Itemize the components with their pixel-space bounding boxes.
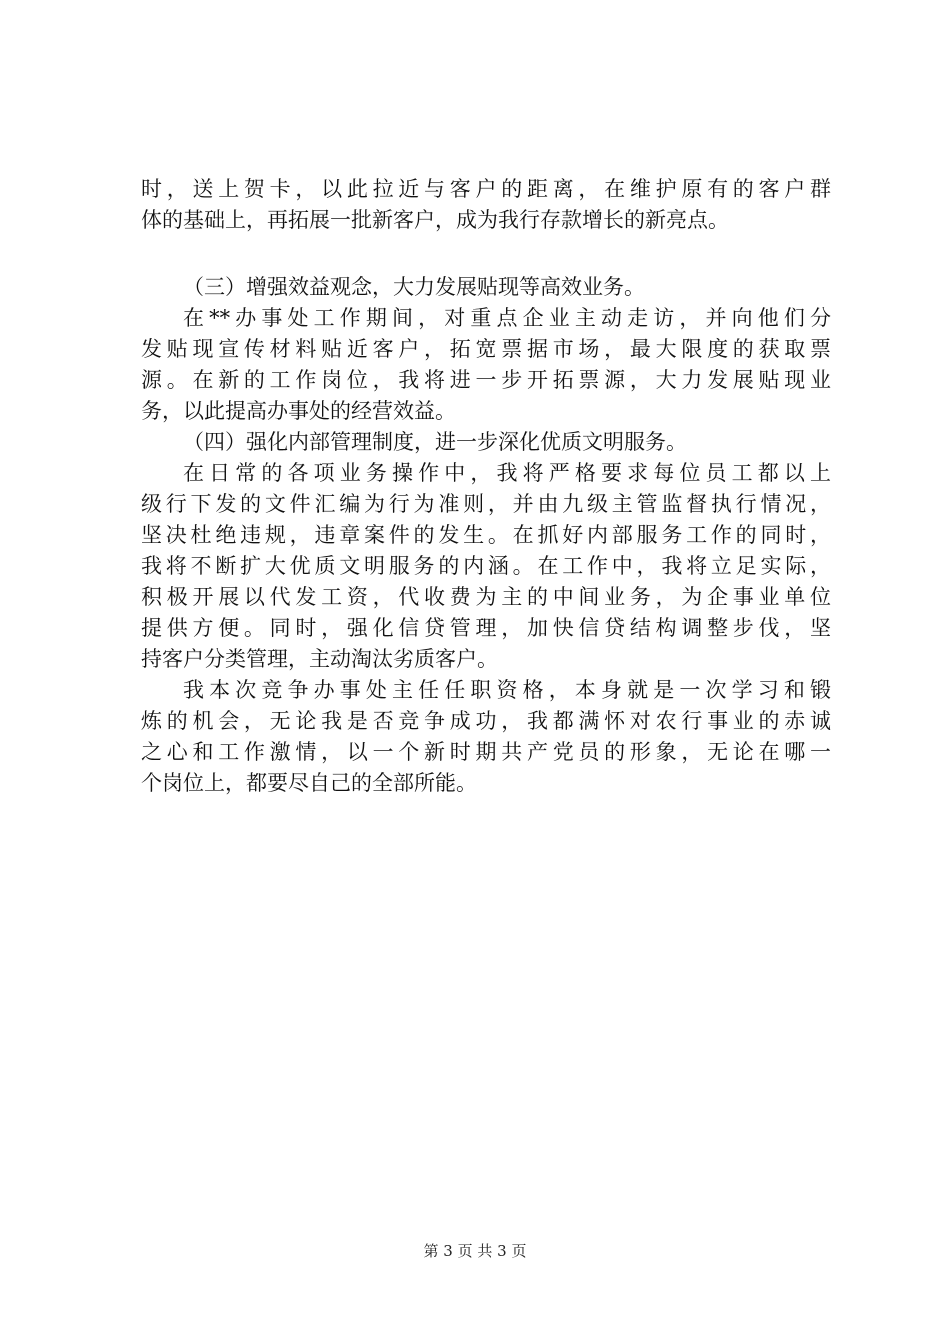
document-body: [141, 174, 831, 799]
text-line: 之心和工作激情，以一个新时期共产党员的形象，无论在哪一: [141, 740, 831, 764]
text-line: 坚决杜绝违规，违章案件的发生。在抓好内部服务工作的同时，: [141, 523, 831, 547]
paragraph-conclusion: [141, 675, 831, 799]
paragraph-discount-business: [141, 303, 831, 427]
text-line: 在日常的各项业务操作中，我将严格要求每位员工都以上: [183, 461, 831, 485]
text-line: 体的基础上，再拓展一批新客户，成为我行存款增长的新亮点。: [141, 208, 729, 232]
text-line: 发贴现宣传材料贴近客户，拓宽票据市场，最大限度的获取票: [141, 337, 831, 361]
text-line: 我本次竞争办事处主任任职资格，本身就是一次学习和锻: [183, 678, 831, 702]
paragraph-gap: [141, 236, 831, 272]
section-heading-4: （四）强化内部管理制度，进一步深化优质文明服务。: [183, 430, 687, 454]
text-line: 我将不断扩大优质文明服务的内涵。在工作中，我将立足实际，: [141, 554, 831, 578]
section-heading-3: （三）增强效益观念，大力发展贴现等高效业务。: [183, 275, 645, 299]
text-line: 个岗位上，都要尽自己的全部所能。: [141, 771, 477, 795]
text-line: 积极开展以代发工资，代收费为主的中间业务，为企事业单位: [141, 585, 831, 609]
paragraph-continuation: [141, 174, 831, 236]
text-line: 持客户分类管理，主动淘汰劣质客户。: [141, 647, 498, 671]
text-line: 级行下发的文件汇编为行为准则，并由九级主管监督执行情况，: [141, 492, 831, 516]
text-line: 炼的机会，无论我是否竞争成功，我都满怀对农行事业的赤诚: [141, 709, 831, 733]
paragraph-internal-management: [141, 458, 831, 675]
page-number-footer: 第 3 页 共 3 页: [423, 1242, 527, 1260]
text-line: 提供方便。同时，强化信贷管理，加快信贷结构调整步伐，坚: [141, 616, 831, 640]
text-line: 在**办事处工作期间，对重点企业主动走访，并向他们分: [183, 306, 831, 330]
text-line: 源。在新的工作岗位，我将进一步开拓票源，大力发展贴现业: [141, 368, 831, 392]
text-line: 时，送上贺卡，以此拉近与客户的距离，在维护原有的客户群: [141, 177, 831, 201]
text-line: 务，以此提高办事处的经营效益。: [141, 399, 456, 423]
